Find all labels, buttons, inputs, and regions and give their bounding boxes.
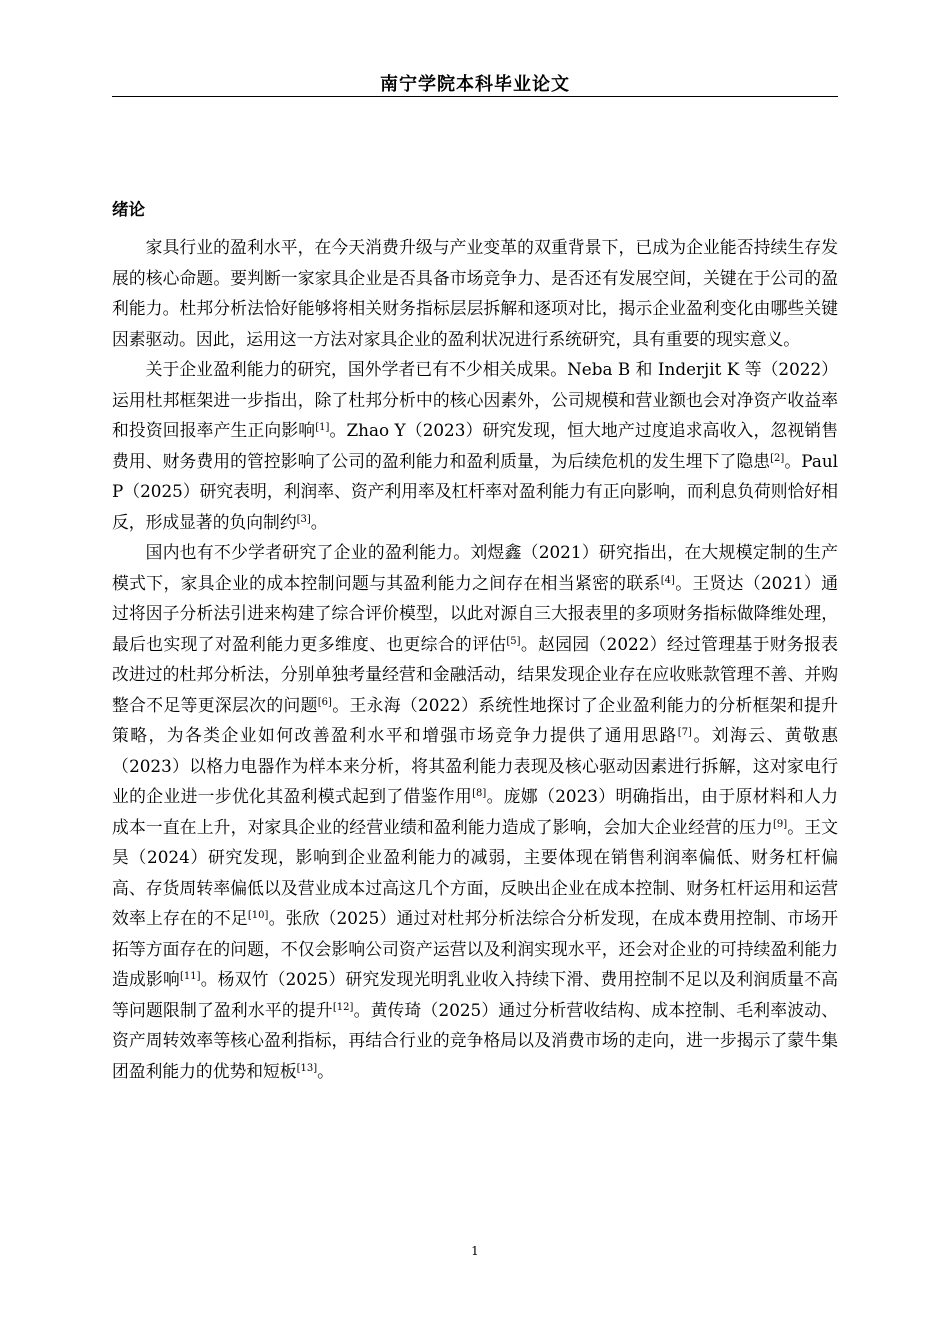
paragraph-text: 国内也有不少学者研究了企业的盈利能力。刘煜鑫（2021）研究指出，在大规模定制的生产模式下，家具企业的成本控制问题与其盈利能力之间存在相当紧密的联系 [112,542,838,593]
body-text [112,232,838,1086]
paragraph-text: 。张欣（2025）通过对杜邦分析法综合分析发现，在成本费用控制、市场开拓等方面存在的问题，不仅会影响公司资产运营以及利润实现水平，还会对企业的可持续盈利能力造成影响 [112,908,838,989]
paragraph-text: 。王永海（2022）系统性地探讨了企业盈利能力的分析框架和提升策略，为各类企业如何改善盈利水平和增强市场竞争力提供了通用思路 [112,694,838,745]
paragraph-text: 。Zhao Y（2023）研究发现，恒大地产过度追求高收入，忽视销售费用、财务费用的管控影响了公司的盈利能力和盈利质量，为后续危机的发生埋下了隐患 [112,420,838,471]
citation-ref: [2] [770,452,785,464]
header-rule [112,96,838,97]
paragraph-text: 。黄传琦（2025）通过分析营收结构、成本控制、毛利率波动、资产周转效率等核心盈利指标，再结合行业的竞争格局以及消费市场的走向，进一步揭示了蒙牛集团盈利能力的优势和短板 [112,999,838,1081]
paragraph-text: 家具行业的盈利水平，在今天消费升级与产业变革的双重背景下，已成为企业能否持续生存发展的核心命题。要判断一家家具企业是否具备市场竞争力、是否还有发展空间，关键在于公司的盈利能力。杜邦分析法恰好能够将相关财务指标层层拆解和逐项对比，揭示企业盈利变化由哪些关键因素驱动。因此，运用这一方法对家具企业的盈利状况进行系统研究，具有重要的现实意义。 [112,237,838,349]
section-title: 绪论 [112,200,145,219]
paragraph-text: 。杨双竹（2025）研究发现光明乳业收入持续下滑、费用控制不足以及利润质量不高等问题限制了盈利水平的提升 [112,969,838,1020]
paragraph-text: 。 [310,511,328,532]
paragraph-text: 。赵园园（2022）经过管理基于财务报表改进过的杜邦分析法，分别单独考量经营和金融活动，结果发现企业存在应收账款管理不善、并购整合不足等更深层次的问题 [112,633,838,715]
citation-ref: [9] [772,818,788,830]
paragraph [112,537,838,1086]
citation-ref: [6] [317,696,332,708]
paragraph-text: 。 [317,1060,334,1081]
citation-ref: [13] [296,1062,318,1074]
citation-ref: [5] [506,635,521,647]
running-header: 南宁学院本科毕业论文 [380,74,570,95]
citation-ref: [4] [660,574,675,586]
paragraph-text: 关于企业盈利能力的研究，国外学者已有不少相关成果。Neba B 和 Inderjit K 等（2022）运用杜邦框架进一步指出，除了杜邦分析中的核心因素外，公司规模和营业额也会对净资产收益率和投资回报率产生正向影响 [112,359,838,440]
citation-ref: [11] [179,971,201,982]
citation-ref: [10] [247,910,269,921]
paragraph [112,232,838,354]
paragraph [112,354,838,537]
citation-ref: [7] [677,727,692,738]
paragraph-text: 。庞娜（2023）明确指出，由于原材料和人力成本一直在上升，对家具企业的经营业绩和盈利能力造成了影响，会加大企业经营的压力 [112,786,838,837]
paragraph-text: 。王文昊（2024）研究发现，影响到企业盈利能力的减弱，主要体现在销售利润率偏低、财务杠杆偏高、存货周转率偏低以及营业成本过高这几个方面，反映出企业在成本控制、财务杠杆运用和运营效率上存在的不足 [112,816,838,928]
page-number: 1 [471,1244,479,1258]
paragraph-text: 。刘海云、黄敬惠（2023）以格力电器作为样本来分析，将其盈利能力表现及核心驱动因素进行拆解，这对家电行业的企业进一步优化其盈利模式起到了借鉴作用 [112,725,838,806]
citation-ref: [1] [315,422,330,433]
citation-ref: [3] [296,513,311,525]
citation-ref: [8] [472,788,487,799]
paragraph-text: 。王贤达（2021）通过将因子分析法引进来构建了综合评价模型，以此对源自三大报表里的多项财务指标做降维处理，最后也实现了对盈利能力更多维度、也更综合的评估 [112,572,838,654]
paragraph-text: 。Paul P（2025）研究表明，利润率、资产利用率及杠杆率对盈利能力有正向影响，而利息负荷则恰好相反，形成显著的负向制约 [112,450,838,532]
citation-ref: [12] [332,1001,354,1013]
